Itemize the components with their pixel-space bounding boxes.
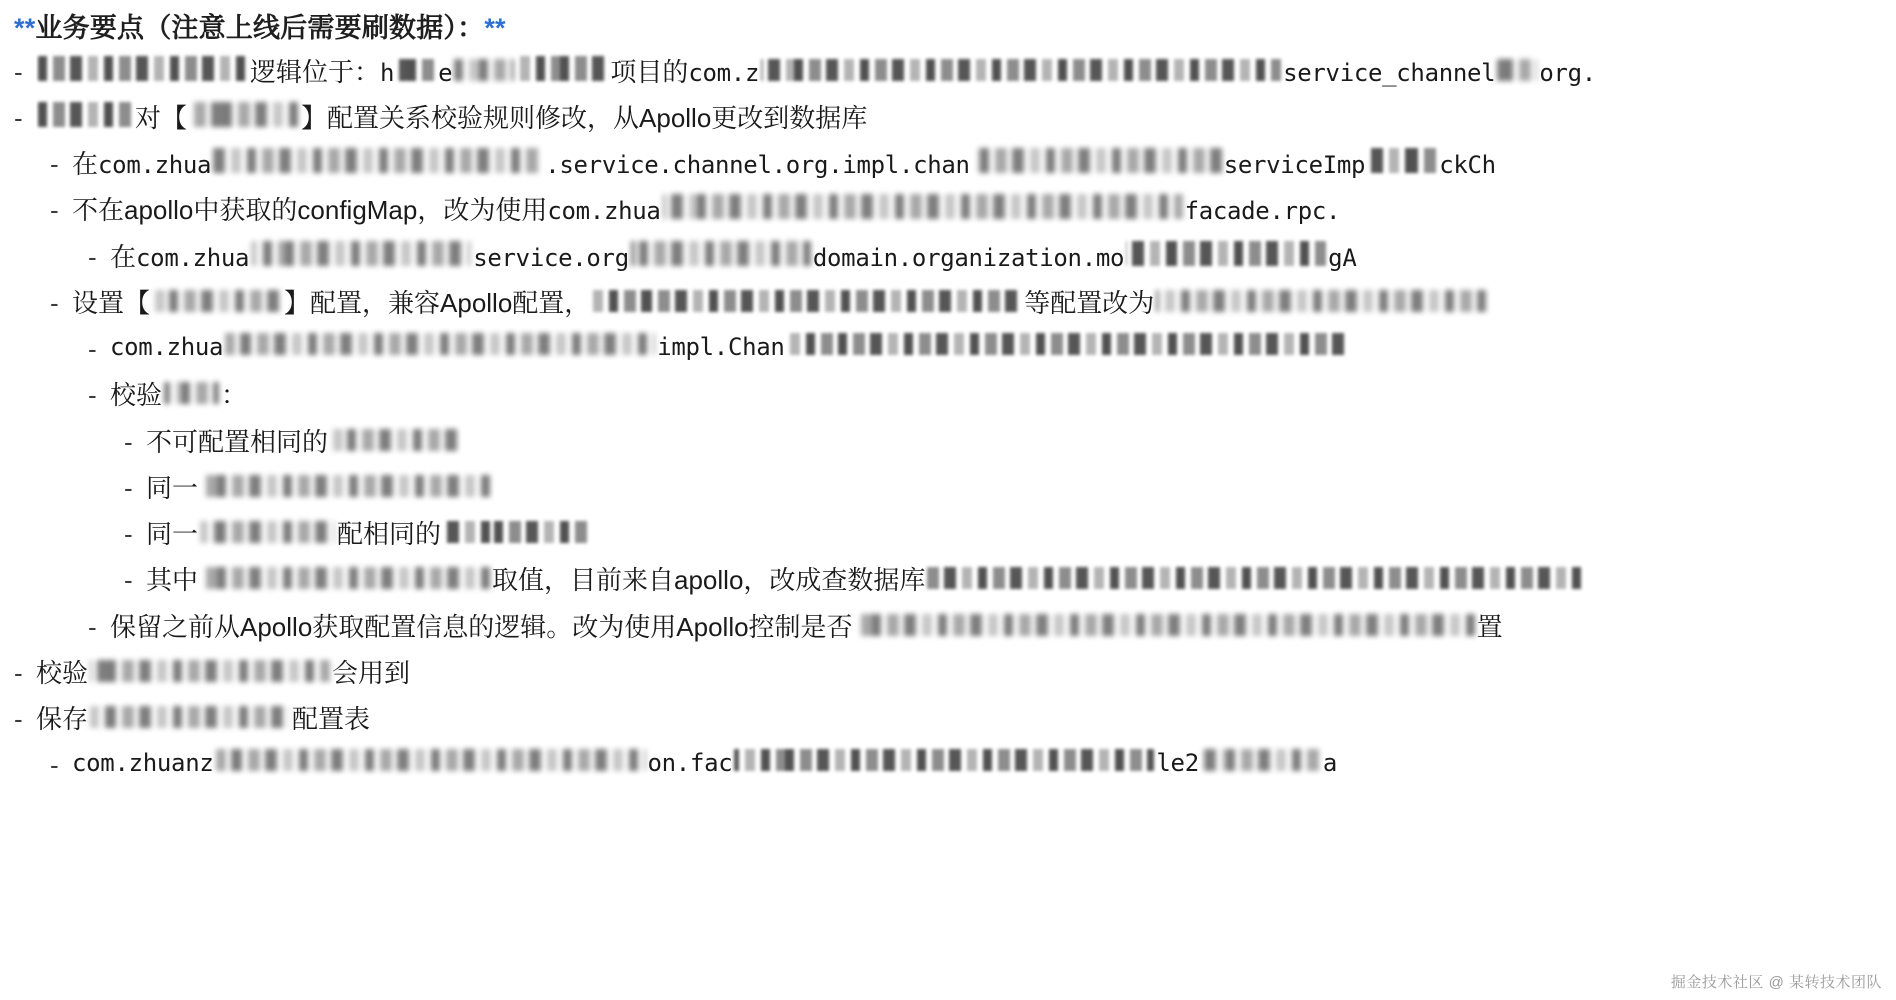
code-text: domain.organization.mo [812,243,1125,272]
heading-text: 业务要点（注意上线后需要刷数据）： [35,13,485,43]
redacted-text [152,290,282,312]
list-item [0,95,1896,141]
list-bullet: - [50,287,59,318]
code-text: impl.Chan [657,333,785,362]
redacted-text [592,290,1022,312]
list-item-content [72,187,1896,233]
item-text: 会用到 [332,657,411,688]
redacted-text [454,59,514,81]
item-text: 保存 [36,704,89,735]
code-text: ckCh [1439,151,1496,180]
redacted-text [855,614,1475,636]
item-text: 不可配置相同的 [146,426,329,457]
redacted-text [38,102,133,127]
list-item-content [36,49,1896,95]
list-item [0,234,1896,280]
code-text: com.zhua [136,243,250,272]
code-text: org. [1539,58,1596,87]
list-item-content [36,650,1896,696]
code-text: h [380,58,395,87]
list-item-content [36,95,1896,141]
list-item-content [72,280,1896,326]
item-text: 】配置，兼容Apollo配置， [284,287,591,318]
redacted-text [225,333,655,355]
item-text: 在 [110,241,137,272]
list-bullet: - [14,56,23,87]
redacted-text [200,475,490,497]
watermark: 掘金技术社区 @ 某转技术团队 [1670,974,1882,991]
list-bullet: - [124,426,133,457]
code-text: .service.channel.org.impl.chan [545,151,970,180]
item-text: 同一 [146,519,199,550]
list-item-content [110,234,1896,280]
item-text: 校验 [36,657,89,688]
list-bullet: - [14,704,23,735]
item-text: ： [221,380,248,411]
redacted-text [251,241,471,266]
list-item [0,326,1896,372]
code-text: service_channel [1283,58,1496,87]
item-text: 保留之前从Apollo获取配置信息的逻辑。改为使用Apollo控制是否 [110,611,853,642]
list-item-content [110,326,1896,369]
list-item-content [110,604,1896,650]
list-item [0,372,1896,418]
document-outline-list [0,49,1896,789]
code-text: gA [1328,243,1357,272]
list-bullet: - [14,657,23,688]
item-text: 取值，目前来自apollo，改成查数据库 [492,565,926,596]
redacted-text [1497,59,1537,81]
item-text: 配相同的 [337,519,442,550]
list-bullet: - [124,519,133,550]
list-item [0,49,1896,95]
list-item [0,557,1896,603]
code-text: le2 [1156,749,1199,778]
redacted-text [734,749,1154,771]
item-text: 置 [1476,611,1503,642]
redacted-text [1367,148,1437,173]
redacted-text [164,382,219,404]
code-text: com.z [688,58,760,87]
redacted-text [90,706,290,728]
redacted-text [663,194,1183,219]
list-bullet: - [88,241,97,272]
list-bullet: - [124,565,133,596]
item-text: 配置表 [292,704,371,735]
list-item [0,141,1896,187]
item-text: 不在apollo中获取的configMap，改为使用 [72,195,548,226]
list-item-content [36,696,1896,742]
item-text: 对【 [135,102,188,133]
list-item-content [146,465,1896,511]
code-text: serviceImp [1223,151,1366,180]
list-bullet: - [88,334,97,365]
redacted-text [1156,290,1486,312]
item-text: 设置【 [72,287,151,318]
item-text: 同一 [146,472,199,503]
redacted-text [38,56,248,81]
redacted-text [761,59,1281,81]
list-item-content [146,511,1896,557]
redacted-text [518,56,608,81]
redacted-text [972,148,1222,173]
heading-prefix-stars: ** [14,13,36,43]
list-bullet: - [50,750,59,781]
list-item [0,604,1896,650]
list-bullet: - [50,195,59,226]
list-bullet: - [88,380,97,411]
code-text: com.zhua [547,197,661,226]
list-bullet: - [50,149,59,180]
list-item [0,696,1896,742]
code-text: on.fac [647,749,733,778]
list-item [0,511,1896,557]
redacted-text [1126,241,1326,266]
code-text: a [1322,749,1338,778]
document-heading [0,8,1896,49]
code-text: com.zhuanz [72,749,214,778]
list-item [0,419,1896,465]
redacted-text [927,567,1587,589]
list-item [0,465,1896,511]
list-item [0,650,1896,696]
redacted-text [213,148,543,173]
redacted-text [189,102,299,127]
item-text: 在 [72,149,99,180]
list-bullet: - [88,611,97,642]
redacted-text [216,749,646,771]
redacted-text [787,333,1347,355]
code-text: facade.rpc. [1184,197,1341,226]
item-text: 逻辑位于： [250,56,381,87]
redacted-text [330,429,460,451]
redacted-text [90,660,330,682]
item-text: 等配置改为 [1024,287,1155,318]
list-bullet: - [14,102,23,133]
list-item [0,280,1896,326]
redacted-text [396,59,436,81]
list-item [0,187,1896,233]
redacted-text [631,241,811,266]
list-bullet: - [124,472,133,503]
redacted-text [443,521,588,543]
code-text: com.zhua [98,151,212,180]
list-item-content [72,141,1896,187]
redacted-text [1201,749,1321,771]
list-item-content [72,742,1896,785]
code-text: com.zhua [110,333,224,362]
redacted-text [200,567,490,589]
redacted-text [200,521,335,543]
list-item-content [110,372,1896,418]
list-item-content [146,557,1896,603]
item-text: 】配置关系校验规则修改，从Apollo更改到数据库 [301,102,868,133]
list-item-content [146,419,1896,465]
item-text: 其中 [146,565,199,596]
code-text: service.org [473,243,629,272]
item-text: 项目的 [610,56,689,87]
heading-suffix-stars: ** [484,13,506,43]
code-text: e [438,58,453,87]
list-item [0,742,1896,788]
item-text: 校验 [110,380,163,411]
